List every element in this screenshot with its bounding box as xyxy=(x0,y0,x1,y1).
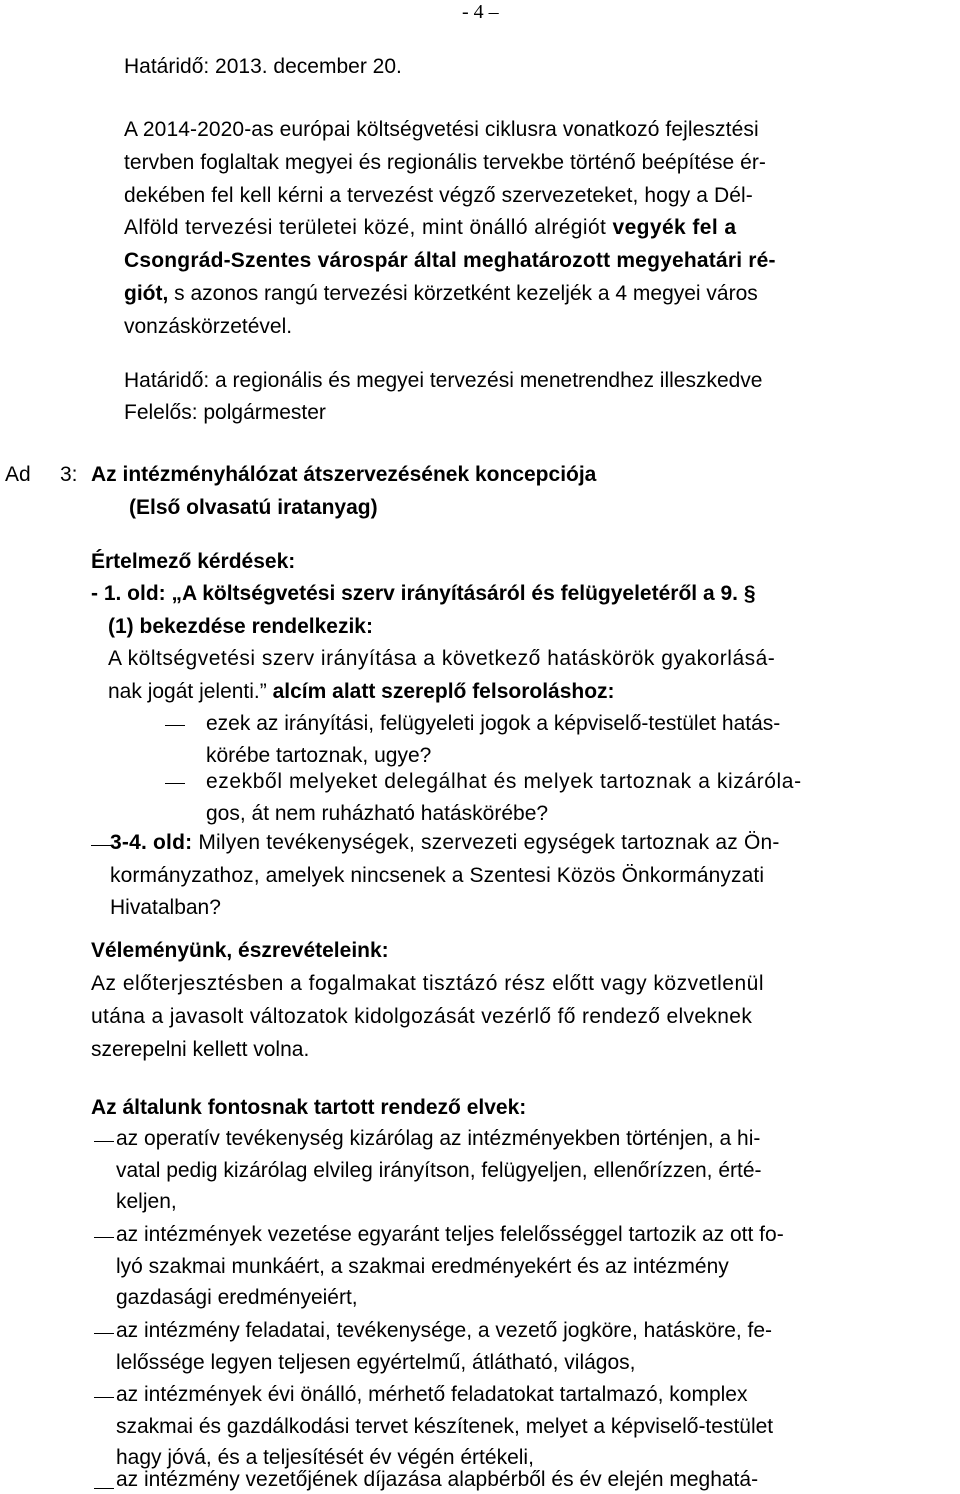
dash-bullet-icon xyxy=(94,1141,114,1142)
proposal-text: Alföld tervezési területei közé, mint önálló alrégiót xyxy=(124,216,613,239)
proposal-emphasis: giót, xyxy=(124,282,169,305)
proposal-emphasis: vegyék fel a xyxy=(612,216,737,239)
principle-line: vatal pedig kizárólag elvileg irányítson, felügyeljen, ellenőrízzen, érté- xyxy=(116,1159,762,1182)
deadline-line: Határidő: 2013. december 20. xyxy=(124,55,402,78)
principle-line: gazdasági eredményeiért, xyxy=(116,1286,358,1309)
principle-line: lyó szakmai munkáért, a szakmai eredményekért és az intézmény xyxy=(116,1255,729,1278)
section-heading: Véleményünk, észrevételeink: xyxy=(91,939,389,962)
question-subitem: ezekből melyeket delegálhat és melyek tartoznak a kizáróla- xyxy=(206,770,802,793)
agenda-number: 3: xyxy=(60,463,78,486)
question-emphasis: alcím alatt szereplő felsoroláshoz: xyxy=(272,680,615,703)
principle-line: az intézmény feladatai, tevékenysége, a vezető jogköre, hatásköre, fe- xyxy=(116,1319,773,1342)
proposal-text: s azonos rangú tervezési körzetként kezeljék a 4 megyei város xyxy=(168,282,758,305)
page-number: - 4 – xyxy=(462,1,499,23)
dash-bullet-icon xyxy=(91,845,111,846)
proposal-line xyxy=(124,214,736,242)
question-subitem: körébe tartoznak, ugye? xyxy=(206,744,432,767)
proposal-emphasis: Csongrád-Szentes várospár által meghatározott megyehatári ré- xyxy=(124,249,776,272)
dash-bullet-icon xyxy=(165,725,185,726)
question-line: - 1. old: „A költségvetési szerv irányításáról és felügyeletéről a 9. § xyxy=(91,582,756,605)
principle-line: keljen, xyxy=(116,1190,177,1213)
proposal-line: A 2014-2020-as európai költségvetési ciklusra vonatkozó fejlesztési xyxy=(124,118,759,141)
opinion-line: utána a javasolt változatok kidolgozását vezérlő fő rendező elveknek xyxy=(91,1005,753,1028)
principle-line: az intézmény vezetőjének díjazása alapbérből és év elején meghatá- xyxy=(116,1468,759,1491)
question-line: A költségvetési szerv irányítása a következő hatáskörök gyakorlásá- xyxy=(108,647,776,670)
agenda-prefix: Ad xyxy=(5,463,31,486)
question-line xyxy=(110,829,780,857)
agenda-title: Az intézményhálózat átszervezésének koncepciója xyxy=(91,463,597,486)
question-subitem: ezek az irányítási, felügyeleti jogok a képviselő-testület hatás- xyxy=(206,712,781,735)
principle-line: az intézmények évi önálló, mérhető feladatokat tartalmazó, komplex xyxy=(116,1383,748,1406)
principle-line: az operatív tevékenység kizárólag az intézményekben történjen, a hi- xyxy=(116,1127,761,1150)
principle-line: lelőssége legyen teljesen egyértelmű, átlátható, világos, xyxy=(116,1351,636,1374)
deadline-line: Határidő: a regionális és megyei tervezési menetrendhez illeszkedve xyxy=(124,369,763,392)
question-subitem: gos, át nem ruházható hatáskörébe? xyxy=(206,802,549,825)
dash-bullet-icon xyxy=(94,1397,114,1398)
question-line xyxy=(108,678,615,706)
question-line: Hivatalban? xyxy=(110,896,221,919)
dash-bullet-icon xyxy=(94,1488,114,1489)
proposal-line: dekében fel kell kérni a tervezést végző szervezeteket, hogy a Dél- xyxy=(124,184,753,207)
principle-line: hagy jóvá, és a teljesítését év végén értékeli, xyxy=(116,1446,534,1469)
proposal-line xyxy=(124,280,758,308)
opinion-line: szerepelni kellett volna. xyxy=(91,1038,310,1061)
question-text: Milyen tevékenységek, szervezeti egységek tartoznak az Ön- xyxy=(192,831,780,854)
principle-line: az intézmények vezetése egyaránt teljes felelősséggel tartozik az ott fo- xyxy=(116,1223,784,1246)
opinion-line: Az előterjesztésben a fogalmakat tisztázó rész előtt vagy közvetlenül xyxy=(91,972,764,995)
principle-line: szakmai és gazdálkodási tervet készítenek, melyet a képviselő-testület xyxy=(116,1415,774,1438)
dash-bullet-icon xyxy=(94,1237,114,1238)
dash-bullet-icon xyxy=(165,783,185,784)
question-emphasis: 3-4. old: xyxy=(110,831,193,854)
section-heading: Értelmező kérdések: xyxy=(91,550,296,573)
proposal-line: vonzáskörzetével. xyxy=(124,315,293,338)
responsible-line: Felelős: polgármester xyxy=(124,401,326,424)
question-line: kormányzathoz, amelyek nincsenek a Szentesi Közös Önkormányzati xyxy=(110,864,765,887)
agenda-subtitle: (Első olvasatú iratanyag) xyxy=(129,496,378,519)
section-heading: Az általunk fontosnak tartott rendező elvek: xyxy=(91,1096,527,1119)
dash-bullet-icon xyxy=(94,1333,114,1334)
question-text: nak jogát jelenti.” xyxy=(108,680,273,703)
question-line: (1) bekezdése rendelkezik: xyxy=(108,615,373,638)
proposal-line: tervben foglaltak megyei és regionális tervekbe történő beépítése ér- xyxy=(124,151,766,174)
